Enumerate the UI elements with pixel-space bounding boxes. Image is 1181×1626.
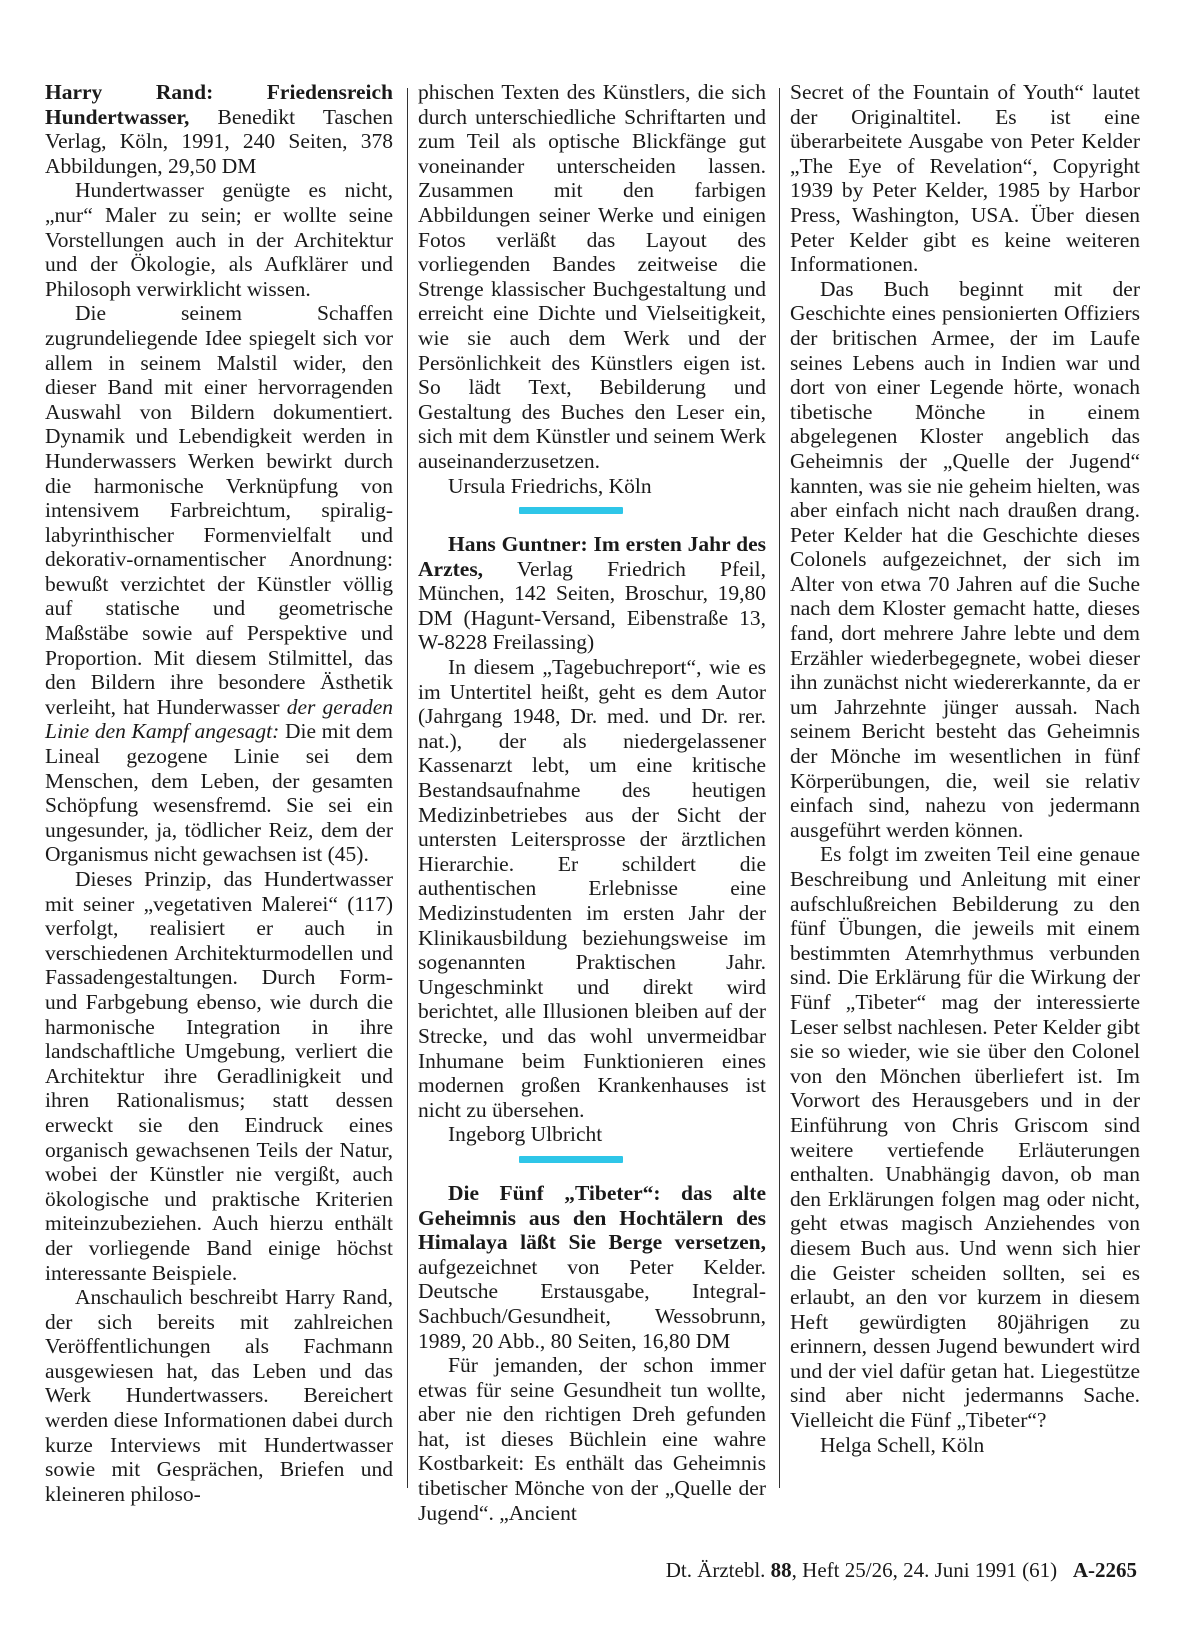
page-number: A-2265	[1072, 1558, 1137, 1582]
paragraph: Anschaulich beschreibt Harry Rand, der sich bereits mit zahlreichen Veröffentlichungen als Fachmann ausgewiesen hat, das Leben und das Werk Hundertwassers. Bereichert werden diese Informationen dabei durch kurze Interviews mit Hundertwasser sowie mit Gesprächen, Briefen und kleineren philoso-	[45, 1285, 393, 1506]
column-3	[790, 80, 1140, 1490]
column-divider	[407, 88, 408, 1488]
emphasis: der geraden Linie den Kampf angesagt:	[45, 694, 393, 744]
review-title: Hans Guntner: Im ersten Jahr des Arztes,	[418, 532, 766, 581]
review-meta: Verlag Friedrich Pfeil, München, 142 Seiten, Broschur, 19,80 DM (Hagunt-Versand, Eibenstraße 13, W-8228 Freilassing)	[418, 556, 766, 655]
journal-name: Dt. Ärztebl.	[665, 1558, 771, 1582]
column-1	[45, 80, 394, 1506]
reviewer-signature: Ursula Friedrichs, Köln	[448, 473, 652, 498]
reviewer-signature: Ingeborg Ulbricht	[448, 1122, 603, 1147]
column-divider	[779, 88, 780, 1488]
paragraph: Hundertwasser genügte es nicht, „nur“ Maler zu sein; er wollte seine Vorstellungen auch in der Architektur und der Ökologie, als Aufklärer und Philosoph verwirklicht wissen.	[45, 178, 393, 301]
review-header	[418, 1181, 766, 1353]
review-header	[45, 80, 393, 178]
paragraph: Dieses Prinzip, das Hundertwasser mit seiner „vegetativen Malerei“ (117) verfolgt, realisiert er auch in verschiedenen Architekturmodellen und Fassadengestaltungen. Durch Form- und Farbgebung ebenso, wie durch die harmonische Integration in ihre landschaftliche Umgebung, verliert die Architektur ihre Geradlinigkeit und ihren Rationalismus; statt dessen erweckt sie den Eindruck eines organisch gewachsenen Teils der Natur, wobei der Künstler nie vergißt, auch ökologische und praktische Kriterien miteinzubeziehen. Auch hierzu enthält der vorliegende Band einige höchst interessante Beispiele.	[45, 867, 393, 1285]
reviewer-signature: Helga Schell, Köln	[820, 1432, 985, 1457]
review-title: Harry Rand: Friedensreich Hundertwasser,	[45, 80, 393, 129]
review-meta: Benedikt Taschen Verlag, Köln, 1991, 240 Seiten, 378 Abbildungen, 29,50 DM	[45, 104, 393, 178]
paragraph: In diesem „Tagebuchreport“, wie es im Untertitel heißt, geht es dem Autor (Jahrgang 1948, Dr. med. und Dr. rer. nat.), der als niedergelassener Kassenarzt lebt, um eine kritische Bestandsaufnahme des heutigen Medizinbetriebes aus der Sicht der untersten Leitersprosse der ärztlichen Hierarchie. Er schildert die authentischen Erlebnisse eine Medizinstudenten im ersten Jahr der Klinikausbildung beziehungsweise im sogenannten Praktischen Jahr. Ungeschminkt und direkt wird berichtet, alle Illusionen bleiben auf der Strecke, und das wohl unvermeidbar Inhumane beim Funktionieren eines modernen großen Krankenhauses ist nicht zu übersehen.	[418, 655, 766, 1122]
volume-number: 88	[770, 1558, 792, 1582]
review-header	[418, 532, 766, 655]
paragraph: Secret of the Fountain of Youth“ lautet der Originaltitel. Es ist eine überarbeitete Ausgabe von Peter Kelder „The Eye of Revelation“, Copyright 1939 by Peter Kelder, 1985 by Harbor Press, Washington, USA. Über diesen Peter Kelder gibt es keine weiteren Informationen.	[790, 80, 1140, 277]
section-separator	[519, 507, 623, 514]
paragraph: phischen Texten des Künstlers, die sich durch unterschiedliche Schriftarten und zum Teil als optische Blickfänge gut voneinander unterscheiden lassen. Zusammen mit den farbigen Abbildungen seiner Werke und einigen Fotos verläßt das Layout des vorliegenden Bandes zeitweise die Strenge klassischer Buchgestaltung und erreicht eine Dichte und Vielseitigkeit, wie sie auch dem Werk und der Persönlichkeit des Künstlers eigen ist. So lädt Text, Bebilderung und Gestaltung des Buches den Leser ein, sich mit dem Künstler und seinem Werk auseinanderzusetzen.	[418, 80, 766, 473]
column-2	[418, 80, 766, 1525]
review-meta: aufgezeichnet von Peter Kelder. Deutsche Erstausgabe, Integral-Sachbuch/Gesundheit, Wessobrunn, 1989, 20 Abb., 80 Seiten, 16,80 DM	[418, 1254, 766, 1353]
section-separator	[519, 1156, 623, 1163]
review-title: Die Fünf „Tibeter“: das alte Geheimnis aus den Hochtälern des Himalaya läßt Sie Berge versetzen,	[418, 1180, 766, 1255]
paragraph: Das Buch beginnt mit der Geschichte eines pensionierten Offiziers der britischen Armee, der im Laufe seines Lebens auch in Indien war und dort von einer Legende hörte, wonach tibetische Mönche in einem abgelegenen Kloster angeblich das Geheimnis der „Quelle der Jugend“ kannten, was sie nie geheim hielten, was aber einfach nicht nach draußen drang. Peter Kelder hat die Geschichte dieses Colonels aufgezeichnet, der sich im Alter von etwa 70 Jahren auf die Suche nach dem Kloster gemacht hatte, dieses fand, dort mehrere Jahre lebte und dem Erzähler wiederbegegnete, wobei dieser ihn zunächst nicht wiedererkannte, da er um Jahrzehnte jünger aussah. Nach seinem Bericht besteht das Geheimnis der Mönche im wesentlichen in fünf Körperübungen, die, weil sie relativ einfach sind, nahezu von jedermann ausgeführt werden können.	[790, 276, 1140, 842]
issue-info: , Heft 25/26, 24. Juni 1991 (61)	[791, 1558, 1058, 1582]
paragraph: Die seinem Schaffen zugrundeliegende Idee spiegelt sich vor allem in seinem Malstil wider, den dieser Band mit einer hervorragenden Auswahl von Bildern dokumentiert. Dynamik und Lebendigkeit werden in Hunderwassers Werken bewirkt durch die harmonische Verknüpfung von intensivem Farbreichtum, spiralig-labyrinthischer Formenvielfalt und dekorativ-ornamentischer Anordnung: bewußt verzichtet der Künstler völlig auf statische und geometrische Maßstäbe sowie auf Perspektive und Proportion. Mit diesem Stilmittel, das den Bildern ihre besondere Ästhetik verleiht, hat Hunderwasser der geraden Linie den Kampf angesagt: Die mit dem Lineal gezogene Linie sei dem Menschen, dem Leben, der gesamten Schöpfung wesensfremd. Sie sei ein ungesunder, ja, tödlicher Reiz, dem der Organismus nicht gewachsen ist (45).	[45, 301, 394, 867]
page-footer	[666, 1558, 1137, 1583]
paragraph: Es folgt im zweiten Teil eine genaue Beschreibung und Anleitung mit einer aufschlußreichen Bebilderung zu den fünf Übungen, die jeweils mit einem bestimmten Atemrhythmus verbunden sind. Die Erklärung für die Wirkung der Fünf „Tibeter“ mag der interessierte Leser selbst nachlesen. Peter Kelder gibt sie so wieder, wie sie über den Colonel von den Mönchen überliefert ist. Im Vorwort des Herausgebers und in der Einführung von Chris Griscom sind weitere vertiefende Erläuterungen enthalten. Unabhängig davon, ob man den Erklärungen folgen mag oder nicht, geht etwas magisch Anziehendes von diesem Buch aus. Und wenn sich hier die Geister scheiden sollten, sei es erlaubt, an den vor kurzem in diesem Heft gewürdigten 80jährigen zu erinnern, dessen Jugend bewundert wird und der viel dafür getan hat. Liegestütze sind aber nicht jedermanns Sache. Vielleicht die Fünf „Tibeter“?	[790, 842, 1140, 1433]
paragraph: Für jemanden, der schon immer etwas für seine Gesundheit tun wollte, aber nie den richtigen Dreh gefunden hat, ist dieses Büchlein eine wahre Kostbarkeit: Es enthält das Geheimnis tibetischer Mönche von der „Quelle der Jugend“. „Ancient	[418, 1353, 766, 1525]
